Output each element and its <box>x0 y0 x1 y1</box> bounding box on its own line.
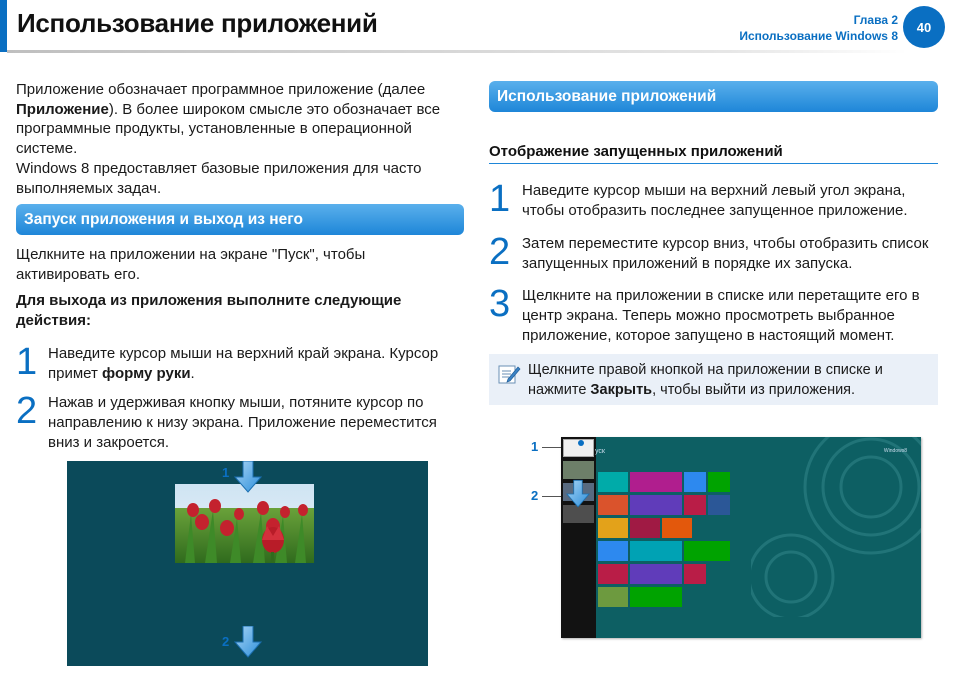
mail-tile[interactable] <box>598 472 628 492</box>
right-step-3-number: 3 <box>489 283 511 325</box>
news-tile[interactable] <box>598 564 628 584</box>
chapter-number: Глава 2 <box>853 13 898 27</box>
arrow-down-icon <box>234 626 262 658</box>
left-step-1-number: 1 <box>16 341 38 383</box>
page-title: Использование приложений <box>17 8 378 38</box>
desktop-tile[interactable] <box>598 587 628 607</box>
background-swirl-decoration <box>751 437 921 617</box>
right-step-3-text: Щелкните на приложении в списке или перетащите его в центр экрана. Теперь можно просмотреть выбранное приложение, которое запущено в настоящий момент. <box>522 287 920 344</box>
left-step-2-number: 2 <box>16 390 38 432</box>
arrow-down-icon <box>234 461 262 493</box>
start-screen-title: уск <box>595 448 605 455</box>
arrow-down-icon <box>566 479 590 509</box>
chapter-title: Использование Windows 8 <box>739 29 898 43</box>
callout-dot <box>578 440 584 446</box>
weather-tile[interactable] <box>598 541 628 561</box>
right-step-1-text: Наведите курсор мыши на верхний левый угол экрана, чтобы отобразить последнее запущенное приложение. <box>522 182 908 219</box>
messaging-tile[interactable] <box>598 518 628 538</box>
intro-text-end: ). В более широком смысле это обозначает все программные продукты, установленные в операционной системе. <box>16 100 441 157</box>
left-step-1-text-end: . <box>190 365 195 382</box>
header-accent-bar <box>0 0 7 52</box>
xbox-tile[interactable] <box>630 587 682 607</box>
exit-instructions-heading: Для выхода из приложения выполните следующие действия: <box>16 292 402 329</box>
people-tile[interactable] <box>598 495 628 515</box>
camera-tile[interactable] <box>708 495 730 515</box>
launch-paragraph: Щелкните на приложении на экране "Пуск", чтобы активировать его. <box>16 246 366 283</box>
subsection-heading: Отображение запущенных приложений <box>489 143 783 160</box>
finance-tile[interactable] <box>684 541 730 561</box>
app-switcher-panel <box>561 437 596 638</box>
close-app-illustration <box>67 461 428 666</box>
photos-tile[interactable] <box>630 495 682 515</box>
section-heading-launch: Запуск приложения и выход из него <box>16 204 464 235</box>
note-box <box>489 354 938 405</box>
camera-app-tile[interactable] <box>684 564 706 584</box>
left-step-2-text: Нажав и удерживая кнопку мыши, потяните курсор по направлению к низу экрана. Приложение переместится вниз и закроется. <box>48 394 437 451</box>
figure-label-2: 2 <box>222 634 230 649</box>
intro-paragraph-2: Windows 8 предоставляет базовые приложения для часто выполняемых задач. <box>16 160 422 197</box>
intro-text-start: Приложение обозначает программное приложение (далее <box>16 81 426 98</box>
note-text <box>528 360 938 400</box>
travel-tile[interactable] <box>630 541 682 561</box>
subsection-divider <box>489 163 938 164</box>
figure-label-1: 1 <box>222 465 230 480</box>
callout-label-2: 2 <box>531 488 539 503</box>
tulip-photo-image <box>175 484 314 563</box>
music-tile[interactable] <box>662 518 692 538</box>
start-screen-illustration <box>561 437 921 638</box>
callout-label-1: 1 <box>531 439 539 454</box>
left-step-1-text-start: Наведите курсор мыши на верхний край экрана. Курсор примет <box>48 345 439 382</box>
note-text-end: , чтобы выйти из приложения. <box>652 382 856 398</box>
section-heading-using: Использование приложений <box>489 81 938 112</box>
page-number-badge: 40 <box>903 6 945 48</box>
ie-tile[interactable] <box>684 472 706 492</box>
intro-paragraph-1 <box>16 80 456 158</box>
calendar-tile[interactable] <box>630 472 682 492</box>
right-step-2-text: Затем переместите курсор вниз, чтобы отобразить список запущенных приложений в порядке их запуска. <box>522 235 929 272</box>
chapter-info <box>739 12 898 44</box>
note-pencil-icon <box>497 362 521 386</box>
right-step-1-number: 1 <box>489 178 511 220</box>
note-bold-close: Закрыть <box>590 382 653 398</box>
left-step-1-bold: форму руки <box>102 365 191 382</box>
app-thumbnail <box>563 461 594 479</box>
header-divider <box>7 50 907 53</box>
sports-tile[interactable] <box>630 564 682 584</box>
intro-bold-term: Приложение <box>16 100 109 118</box>
start-screen-user: Windows8 <box>883 448 907 454</box>
video-tile[interactable] <box>630 518 660 538</box>
games-tile[interactable] <box>684 495 706 515</box>
left-step-1-text <box>48 344 448 384</box>
note-text-start: Щелкните правой кнопкой на приложении в списке и нажмите <box>528 362 883 398</box>
store-tile[interactable] <box>708 472 730 492</box>
right-step-2-number: 2 <box>489 231 511 273</box>
